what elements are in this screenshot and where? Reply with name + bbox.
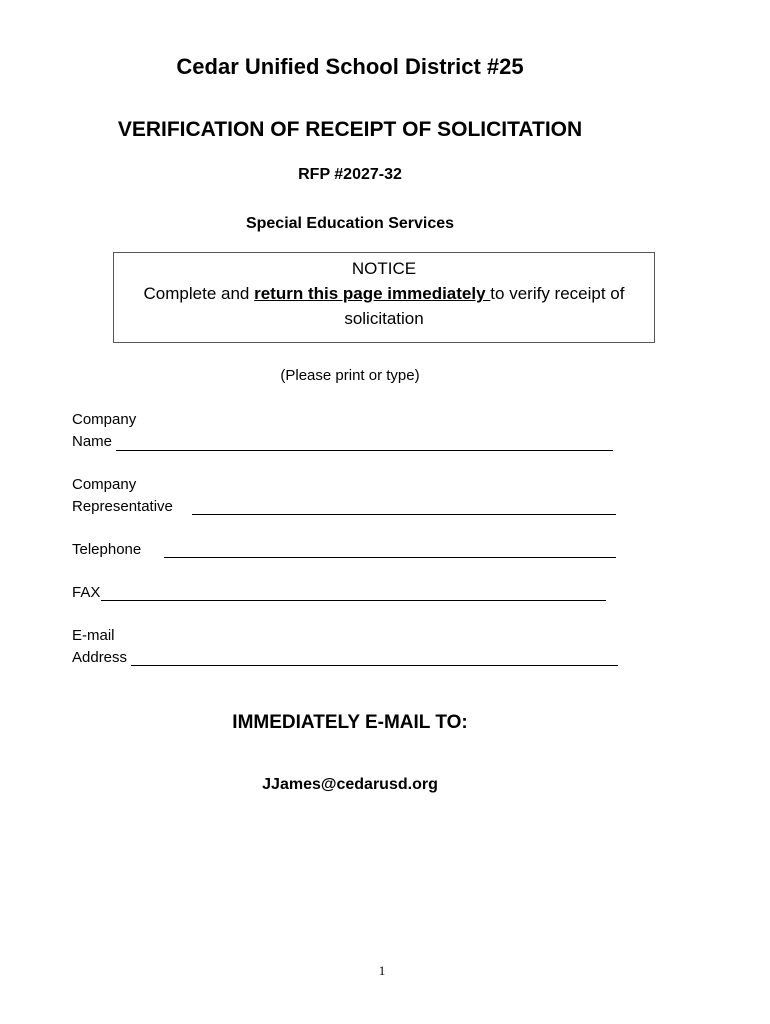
- page-number: 1: [378, 963, 386, 978]
- contact-email[interactable]: JJames@cedarusd.org: [262, 776, 438, 793]
- district-name: Cedar Unified School District #25: [176, 54, 524, 79]
- fax-field[interactable]: [101, 600, 606, 601]
- company-name-label-line1: Company: [72, 411, 137, 428]
- email-address-field[interactable]: [131, 665, 618, 666]
- notice-text-after: to verify receipt of solicitation: [344, 284, 625, 328]
- rfp-number: RFP #2027-32: [298, 166, 402, 183]
- email-heading: IMMEDIATELY E-MAIL TO:: [232, 712, 468, 733]
- notice-box: [113, 252, 655, 343]
- notice-emphasis: return this page immediately: [254, 284, 491, 303]
- telephone-field[interactable]: [164, 557, 616, 558]
- notice-heading: NOTICE: [351, 259, 417, 278]
- company-rep-label: [72, 474, 173, 518]
- company-name-label-line2: Name: [72, 433, 113, 450]
- email-label: [72, 625, 127, 669]
- print-instructions: (Please print or type): [280, 367, 420, 384]
- company-rep-label-line2: Representative: [72, 498, 173, 515]
- form-title: VERIFICATION OF RECEIPT OF SOLICITATION: [117, 118, 583, 141]
- service-title: Special Education Services: [245, 215, 455, 232]
- company-name-field[interactable]: [116, 450, 613, 451]
- company-rep-label-line1: Company: [72, 476, 137, 493]
- notice-text: [114, 281, 654, 331]
- notice-text-before: Complete and: [143, 284, 255, 303]
- fax-label: FAX: [72, 584, 101, 601]
- telephone-label: Telephone: [72, 541, 142, 558]
- company-name-label: [72, 409, 136, 453]
- company-rep-field[interactable]: [192, 514, 616, 515]
- email-label-line2: Address: [72, 649, 128, 666]
- email-label-line1: E-mail: [72, 627, 115, 644]
